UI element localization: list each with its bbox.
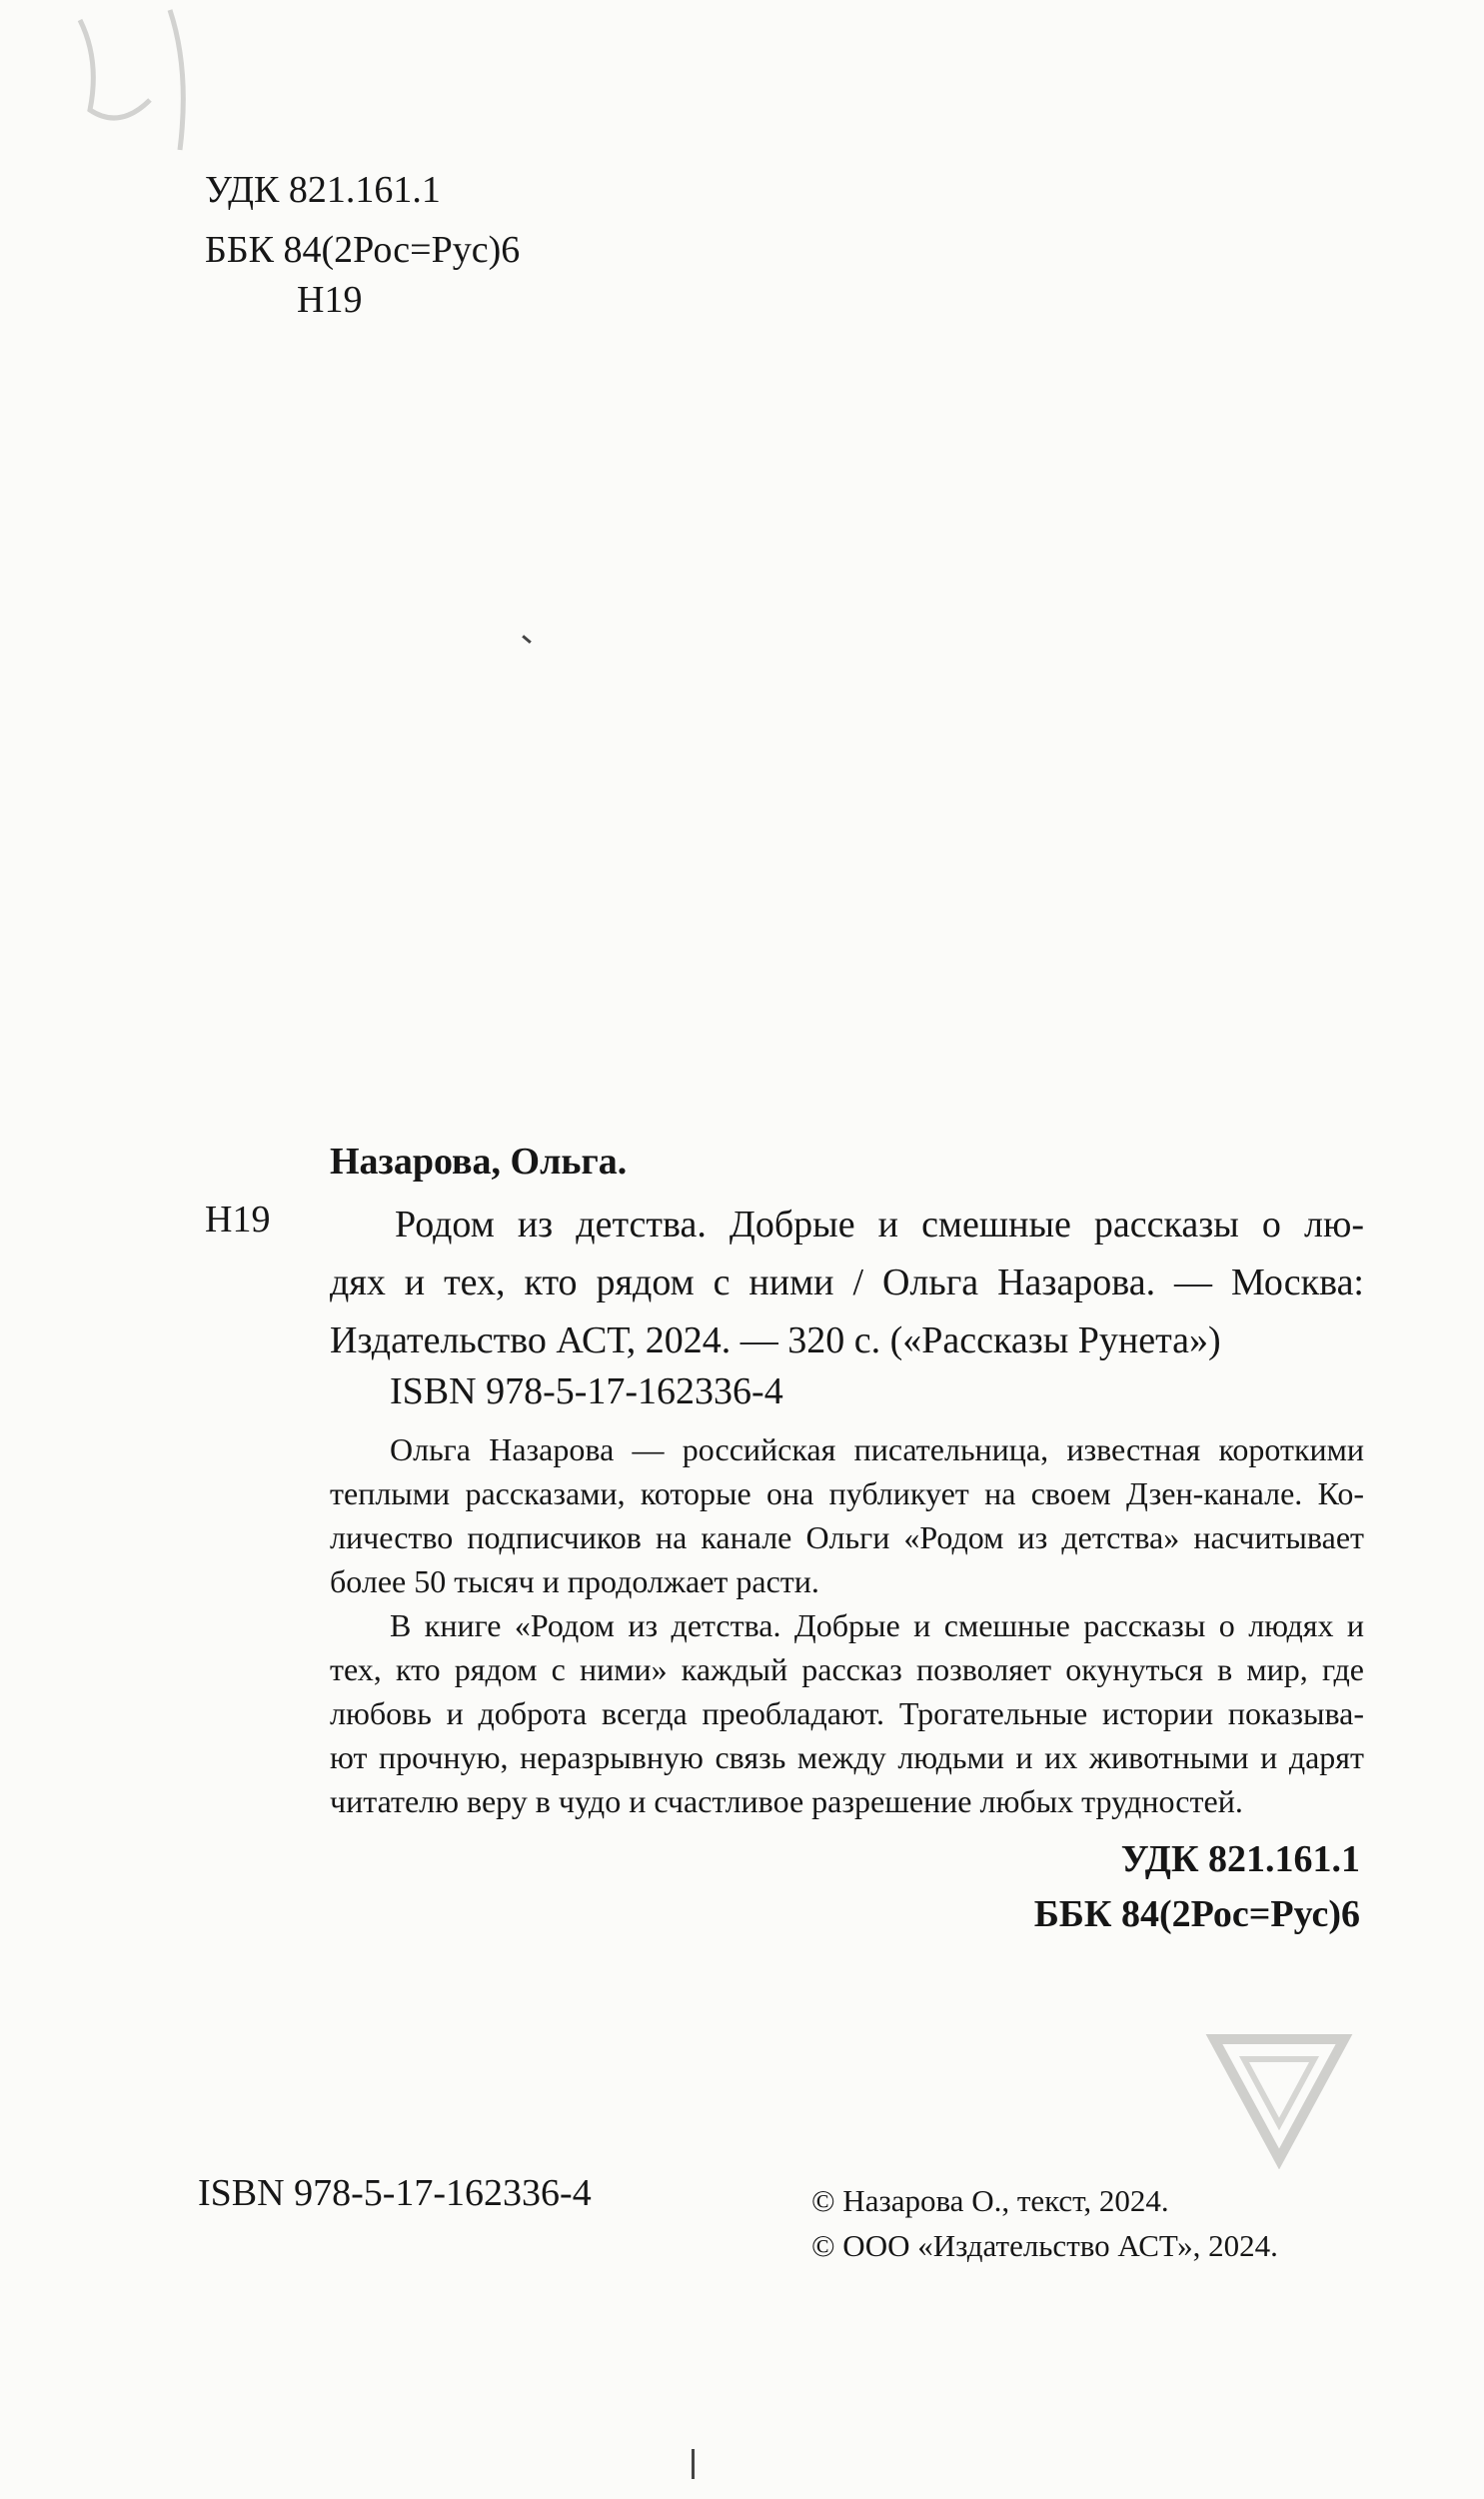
author-code-header: Н19 xyxy=(297,279,363,321)
abstract-line: более 50 тысяч и продолжает расти. xyxy=(330,1563,819,1599)
abstract-line: Ольга Назарова — российская писательница, известная короткими xyxy=(390,1431,1364,1467)
footer-isbn: ISBN 978-5-17-162336-4 xyxy=(198,2172,592,2214)
catalog-author: Назарова, Ольга. xyxy=(330,1141,628,1183)
description-line: дях и тех, кто рядом с ними / Ольга Назарова. — Москва: xyxy=(330,1261,1364,1303)
stray-mark xyxy=(692,2449,695,2479)
description-line: Родом из детства. Добрые и смешные рассказы о лю- xyxy=(395,1204,1364,1246)
catalog-description xyxy=(330,1196,1364,1369)
catalog-author-code: Н19 xyxy=(205,1199,271,1241)
bleed-through-logo-icon xyxy=(1204,2019,1354,2169)
copyright-author: © Назарова О., текст, 2024. xyxy=(811,2183,1169,2218)
abstract-line: ют прочную, неразрывную связь между людьми и их животными и дарят xyxy=(330,1739,1364,1775)
catalog-isbn: ISBN 978-5-17-162336-4 xyxy=(390,1370,783,1412)
stray-mark xyxy=(522,635,532,644)
udk-header: УДК 821.161.1 xyxy=(205,169,441,211)
catalog-abstract xyxy=(330,1427,1364,1823)
abstract-paragraph-2 xyxy=(330,1603,1364,1823)
abstract-line: тех, кто рядом с ними» каждый рассказ позволяет окунуться в мир, где xyxy=(330,1651,1364,1687)
description-line: Издательство АСТ, 2024. — 320 с. («Рассказы Рунета») xyxy=(330,1319,1221,1361)
abstract-line: В книге «Родом из детства. Добрые и смешные рассказы о людях и xyxy=(390,1607,1364,1643)
abstract-line: теплыми рассказами, которые она публикует на своем Дзен-канале. Ко- xyxy=(330,1475,1364,1511)
catalog-bbk: ББК 84(2Рос=Рус)6 xyxy=(1033,1893,1360,1935)
abstract-line: читателю веру в чудо и счастливое разрешение любых трудностей. xyxy=(330,1783,1243,1819)
catalog-udk: УДК 821.161.1 xyxy=(1120,1838,1360,1880)
copyright-publisher: © ООО «Издательство АСТ», 2024. xyxy=(811,2228,1278,2263)
abstract-line: личество подписчиков на канале Ольги «Родом из детства» насчитывает xyxy=(330,1519,1364,1555)
abstract-paragraph-1 xyxy=(330,1427,1364,1603)
abstract-line: любовь и доброта всегда преобладают. Трогательные истории показыва- xyxy=(330,1695,1364,1731)
bbk-header: ББК 84(2Рос=Рус)6 xyxy=(205,229,521,271)
